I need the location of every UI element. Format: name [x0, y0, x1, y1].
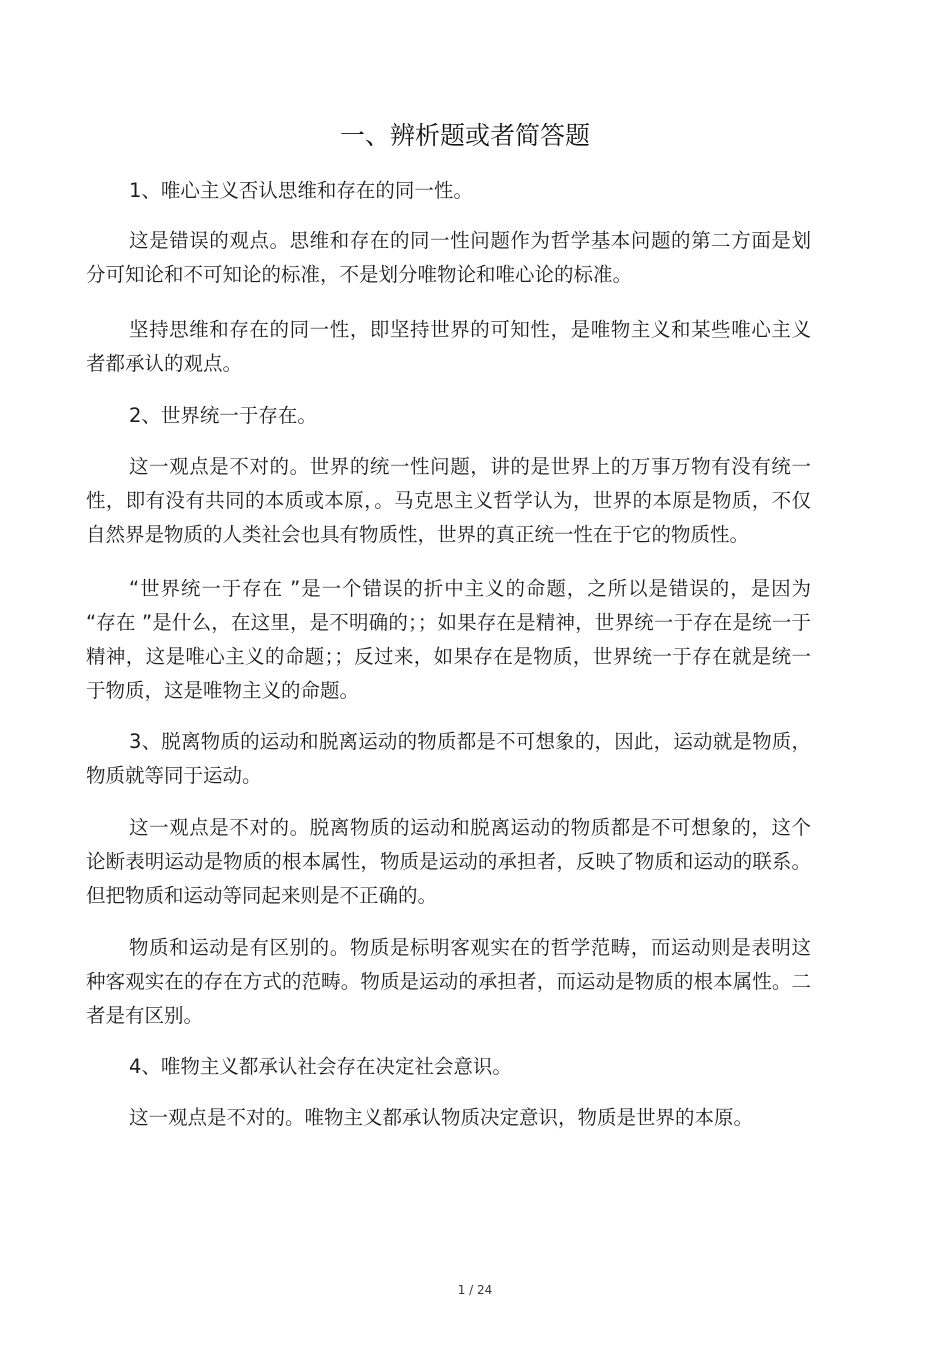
answer-3-paragraph-2: 物质和运动是有区别的。物质是标明客观实在的哲学范畴，而运动则是表明这种客观实在的存在方式的范畴。物质是运动的承担者，而运动是物质的根本属性。二者是有区别。 [86, 936, 811, 1027]
document-title: 一、辨析题或者简答题 [339, 121, 590, 150]
answer-3-paragraph-1: 这一观点是不对的。脱离物质的运动和脱离运动的物质都是不可想象的，这个论断表明运动是物质的根本属性，物质是运动的承担者，反映了物质和运动的联系。但把物质和运动等同起来则是不正确的。 [86, 816, 811, 907]
answer-2-paragraph-1: 这一观点是不对的。世界的统一性问题，讲的是世界上的万事万物有没有统一性，即有没有共同的本质或本原，。马克思主义哲学认为，世界的本原是物质，不仅自然界是物质的人类社会也具有物质性，世界的真正统一性在于它的物质性。 [86, 455, 811, 546]
question-1: 1、唯心主义否认思维和存在的同一性。 [129, 179, 473, 202]
question-2: 2、世界统一于存在。 [129, 404, 317, 427]
question-3: 3、脱离物质的运动和脱离运动的物质都是不可想象的，因此，运动就是物质，物质就等同于运动。 [86, 730, 811, 787]
question-4: 4、唯物主义都承认社会存在决定社会意识。 [129, 1055, 512, 1078]
document-body [86, 174, 811, 1135]
page-number: 1 / 24 [457, 1283, 493, 1297]
answer-1-paragraph-1: 这是错误的观点。思维和存在的同一性问题作为哲学基本问题的第二方面是划分可知论和不可知论的标准，不是划分唯物论和唯心论的标准。 [86, 229, 811, 286]
answer-2-paragraph-2: “世界统一于存在 ”是一个错误的折中主义的命题，之所以是错误的，是因为 “存在 ”是什么，在这里，是不明确的；；如果存在是精神，世界统一于存在是统一于精神，这是唯心主义的命题；；反过来，如果存在是物质，世界统一于存在就是统一于物质，这是唯物主义的命题。 [86, 577, 811, 702]
answer-4-paragraph-1: 这一观点是不对的。唯物主义都承认物质决定意识，物质是世界的本原。 [129, 1106, 754, 1129]
answer-1-paragraph-2: 坚持思维和存在的同一性，即坚持世界的可知性，是唯物主义和某些唯心主义者都承认的观点。 [86, 318, 811, 375]
